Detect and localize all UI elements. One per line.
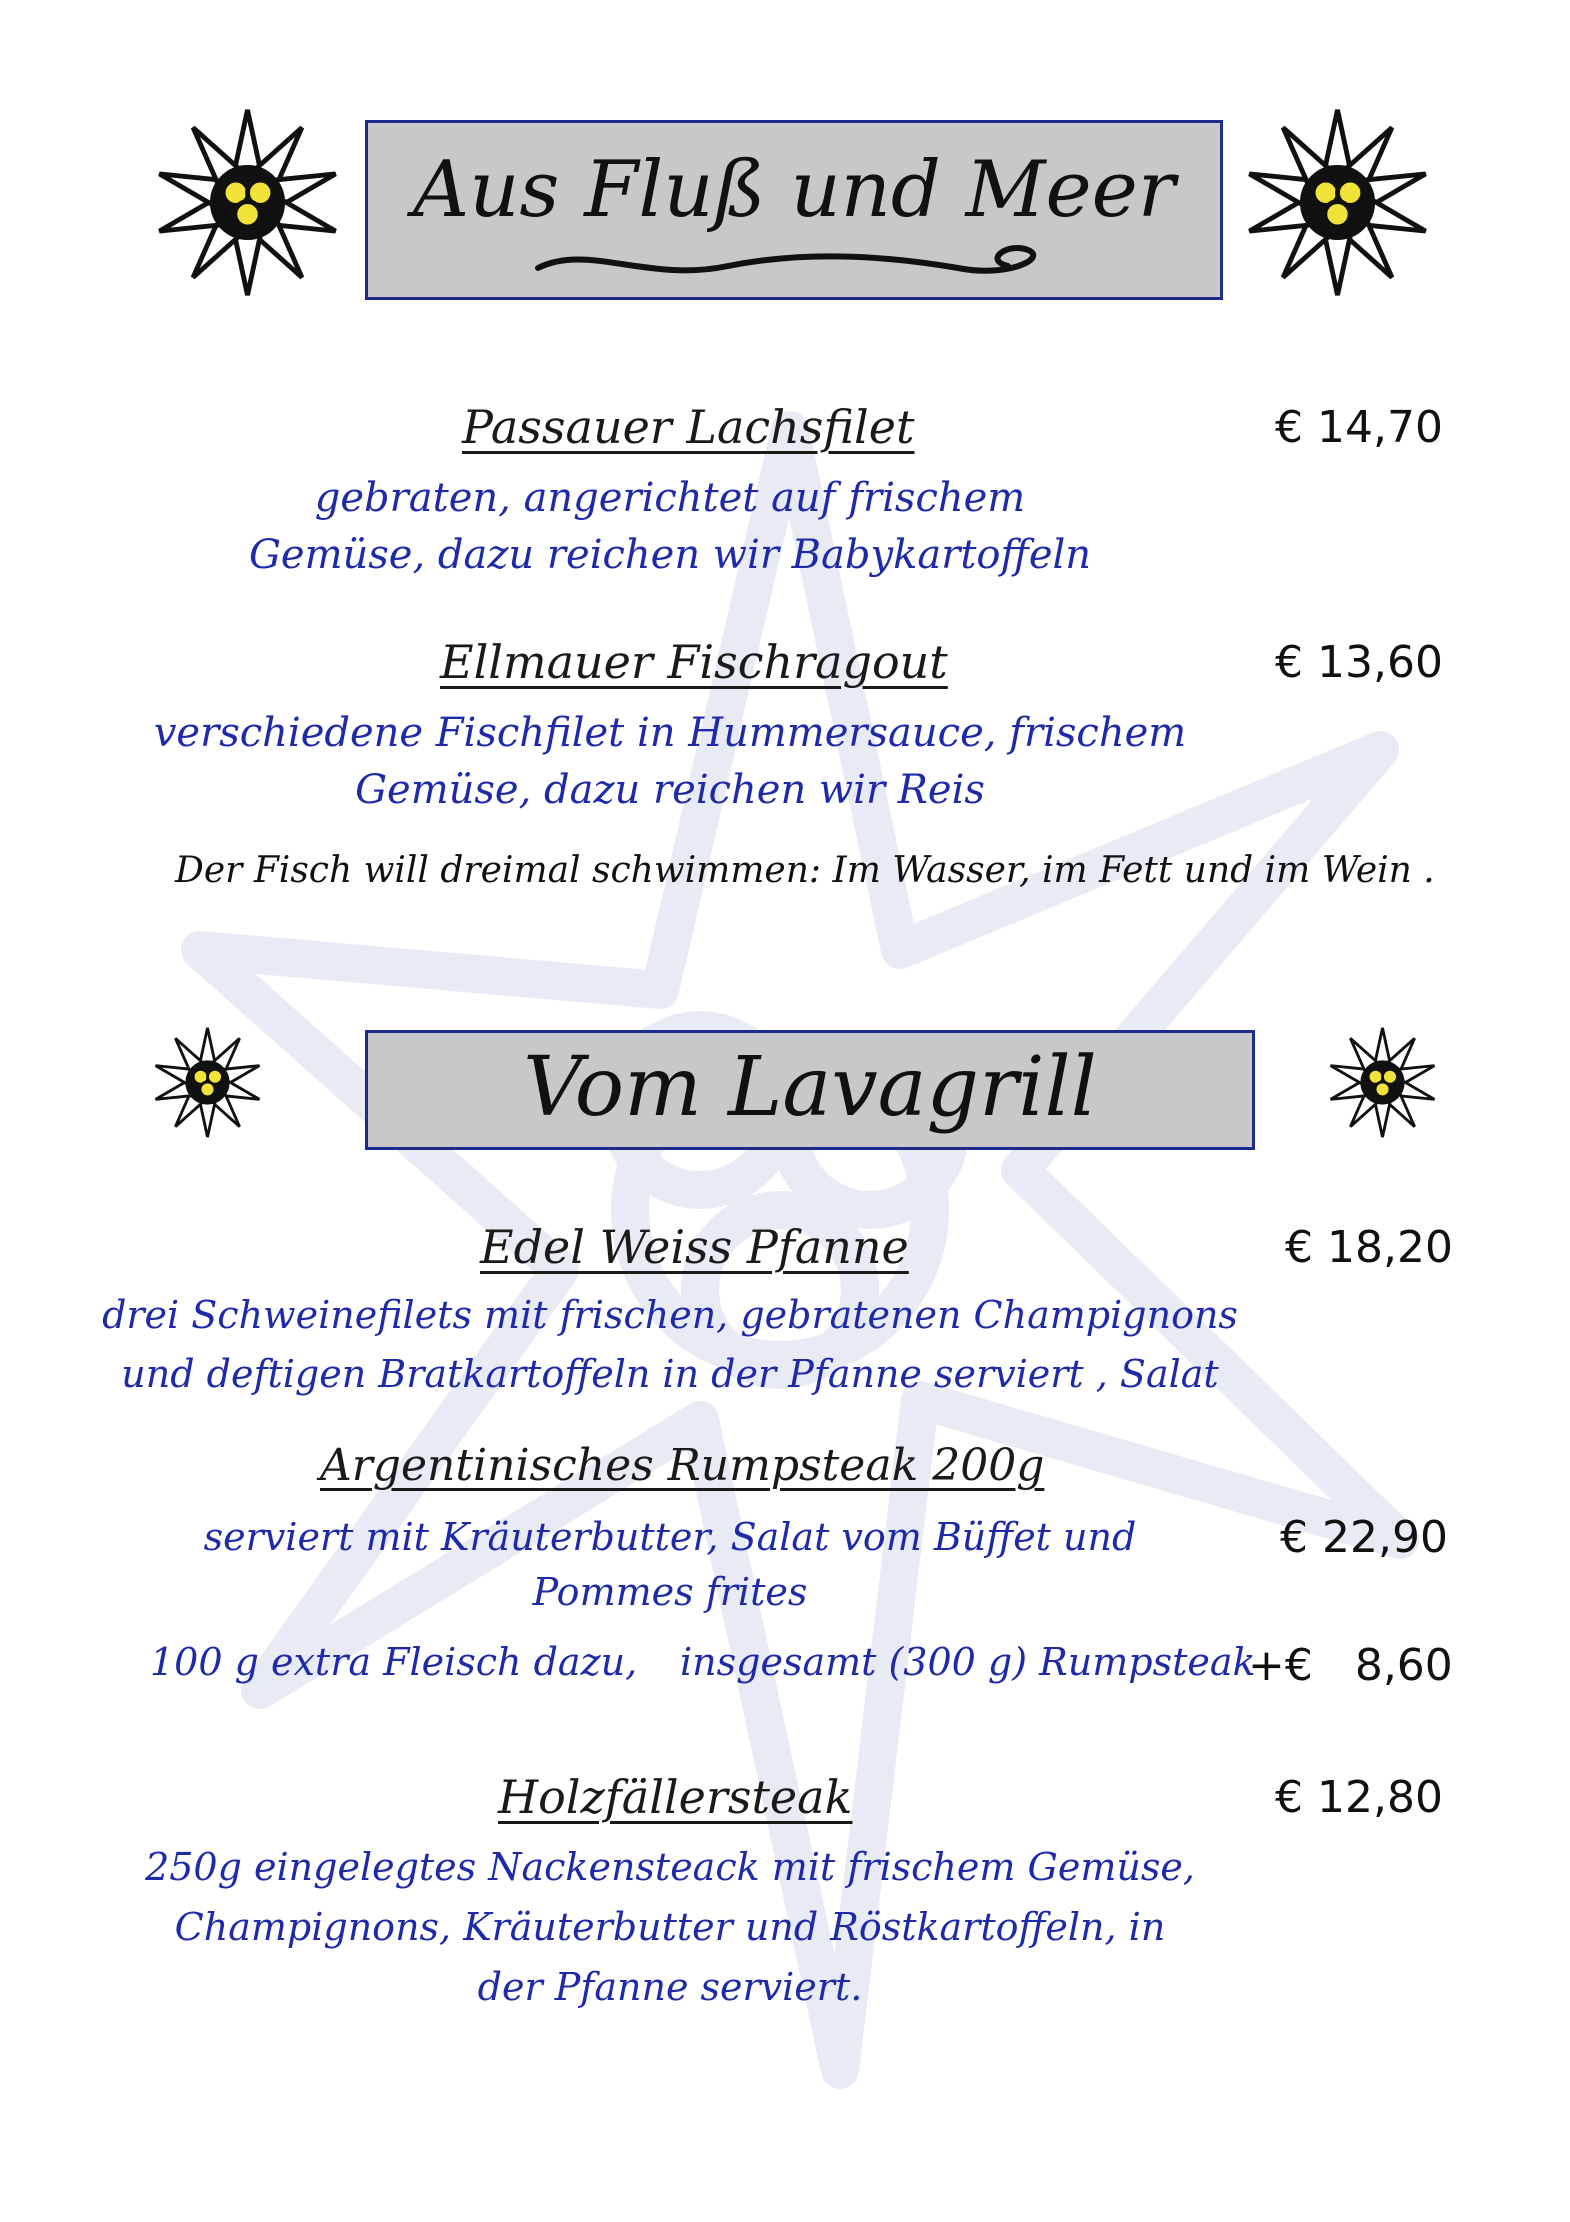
dish-description: Gemüse, dazu reichen wir Babykartoffeln (248, 532, 1092, 578)
extra-meat-total: insgesamt (300 g) Rumpsteak (680, 1640, 1256, 1684)
dish-name: Argentinisches Rumpsteak 200g (320, 1440, 1045, 1491)
dish-description: Champignons, Kräuterbutter und Röstkartoffeln, in (174, 1905, 1166, 1949)
dish-price: € 22,90 (1280, 1512, 1448, 1563)
dish-price: € 13,60 (1275, 637, 1443, 688)
dish-price: € 12,80 (1275, 1772, 1443, 1823)
dish-description: serviert mit Kräuterbutter, Salat vom Büffet und (203, 1515, 1137, 1559)
edelweiss-icon (150, 105, 345, 300)
dish-price: € 14,70 (1275, 402, 1443, 453)
extra-price: +€ 8,60 (1248, 1640, 1453, 1691)
dish-description: und deftigen Bratkartoffeln in der Pfanne serviert , Salat (121, 1352, 1219, 1396)
section-title-fish (365, 120, 1223, 300)
dish-description: drei Schweinefilets mit frischen, gebratenen Champignons (102, 1293, 1238, 1337)
section-title-text: Vom Lavagrill (523, 1040, 1097, 1135)
dish-description: gebraten, angerichtet auf frischem (314, 475, 1026, 521)
edelweiss-icon (150, 1025, 265, 1140)
dish-description: 250g eingelegtes Nackensteack mit frischem Gemüse, (145, 1845, 1195, 1889)
fish-quote: Der Fisch will dreimal schwimmen: Im Wasser, im Fett und im Wein . (175, 850, 1435, 891)
extra-meat-text: 100 g extra Fleisch dazu, (150, 1640, 638, 1684)
dish-name: Holzfällersteak (498, 1770, 853, 1824)
edelweiss-icon (1240, 105, 1435, 300)
dish-description: verschiedene Fischfilet in Hummersauce, frischem (153, 710, 1187, 756)
section-title-text: Aus Fluß und Meer (412, 145, 1176, 235)
dish-description: der Pfanne serviert. (477, 1965, 863, 2009)
dish-name: Ellmauer Fischragout (440, 635, 948, 689)
dish-description: Pommes frites (532, 1570, 808, 1614)
swirl-ornament (528, 238, 1068, 288)
dish-name: Passauer Lachsfilet (462, 400, 915, 454)
dish-name: Edel Weiss Pfanne (480, 1220, 909, 1274)
dish-description: Gemüse, dazu reichen wir Reis (355, 767, 985, 813)
edelweiss-icon (1325, 1025, 1440, 1140)
section-title-grill (365, 1030, 1255, 1150)
dish-price: € 18,20 (1285, 1222, 1453, 1273)
